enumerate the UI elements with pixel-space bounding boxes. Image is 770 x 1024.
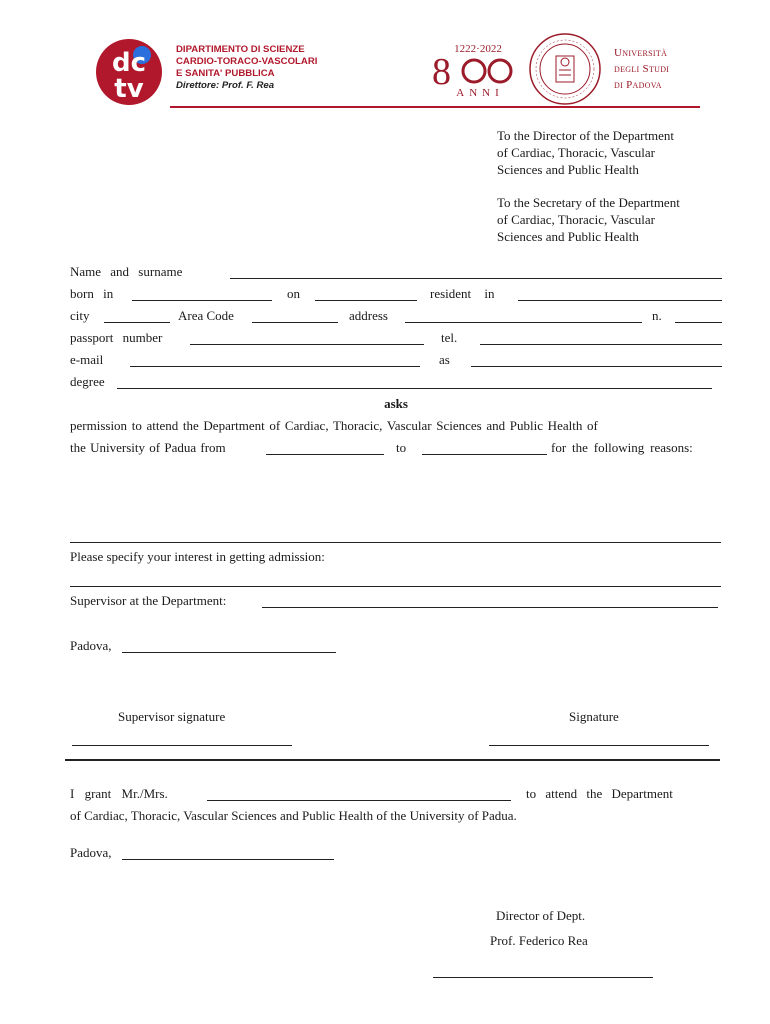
grant-attend-label: to attend the Department (526, 786, 673, 801)
birthdate-field[interactable] (315, 300, 417, 301)
address-field[interactable] (405, 322, 642, 323)
department-logo (95, 38, 163, 106)
secretary-line-2: of Cardiac, Thoracic, Vascular (497, 212, 655, 227)
secretary-line-3: Sciences and Public Health (497, 229, 639, 244)
street-number-field[interactable] (675, 322, 722, 323)
permission-line-1: permission to attend the Department of Cardiac, Thoracic, Vascular Sciences and Public Health of (70, 418, 598, 433)
degree-label: degree (70, 374, 105, 389)
tel-label: tel. (441, 330, 458, 345)
number-label: n. (652, 308, 662, 323)
director-line-1: To the Director of the Department (497, 128, 675, 143)
dept-line-3: E SANITA' PUBBLICA (176, 68, 275, 79)
padova-date-field-2[interactable] (122, 859, 334, 860)
grant-line-2: of Cardiac, Thoracic, Vascular Sciences and Public Health of the University of Padua. (70, 808, 517, 823)
svg-text:tv: tv (114, 74, 144, 104)
padova-label-2: Padova, (70, 845, 112, 860)
supervisor-signature-field[interactable] (72, 745, 292, 746)
to-date-field[interactable] (422, 454, 547, 455)
applicant-signature-field[interactable] (489, 745, 709, 746)
header-divider (170, 106, 700, 108)
secretary-addressee (497, 194, 680, 245)
birthplace-field[interactable] (132, 300, 272, 301)
permission-line-2b: for the following reasons: (551, 440, 693, 455)
permission-line-2a: the University of Padua from (70, 440, 226, 455)
supervisor-field[interactable] (262, 607, 718, 608)
dept-line-1: DIPARTIMENTO DI SCIENZE (176, 44, 305, 55)
born-label: born in (70, 286, 114, 301)
passport-field[interactable] (190, 344, 424, 345)
director-title: Director of Dept. (496, 908, 586, 923)
permission-to-label: to (396, 440, 407, 455)
name-field[interactable] (230, 278, 722, 279)
dept-director: Direttore: Prof. F. Rea (176, 80, 275, 91)
from-date-field[interactable] (266, 454, 384, 455)
secretary-line-1: To the Secretary of the Department (497, 195, 680, 210)
degree-field[interactable] (117, 388, 712, 389)
padova-label-1: Padova, (70, 638, 112, 653)
as-label: as (439, 352, 450, 367)
director-addressee (497, 127, 674, 178)
city-label: city (70, 308, 90, 323)
anniversary-logo (428, 40, 518, 100)
tel-field[interactable] (480, 344, 722, 345)
uni-line-2: degli Studi (614, 63, 670, 75)
director-line-2: of Cardiac, Thoracic, Vascular (497, 145, 655, 160)
area-code-field[interactable] (252, 322, 338, 323)
passport-label: passport number (70, 330, 163, 345)
department-name (176, 44, 317, 92)
padova-date-field-1[interactable] (122, 652, 336, 653)
area-code-label: Area Code (178, 308, 234, 323)
supervisor-label: Supervisor at the Department: (70, 593, 227, 608)
director-name: Prof. Federico Rea (490, 933, 588, 948)
residence-field[interactable] (518, 300, 722, 301)
supervisor-signature-label: Supervisor signature (118, 709, 226, 724)
uni-line-3: di Padova (614, 79, 662, 91)
director-line-3: Sciences and Public Health (497, 162, 639, 177)
svg-text:ANNI: ANNI (456, 87, 504, 99)
svg-text:8: 8 (432, 51, 451, 93)
svg-text:1222·2022: 1222·2022 (454, 43, 502, 55)
director-signature-field[interactable] (433, 977, 653, 978)
on-label: on (287, 286, 300, 301)
uni-line-1: Università (614, 47, 668, 59)
interest-label: Please specify your interest in getting admission: (70, 549, 325, 564)
university-seal (528, 32, 602, 106)
section-divider (65, 759, 720, 761)
university-name (614, 45, 669, 93)
reasons-field[interactable] (70, 542, 721, 543)
asks-heading: asks (384, 396, 408, 411)
email-label: e-mail (70, 352, 104, 367)
resident-label: resident in (430, 286, 495, 301)
signature-label: Signature (569, 709, 619, 724)
dept-line-2: CARDIO-TORACO-VASCOLARI (176, 56, 318, 67)
svg-text:dc: dc (111, 48, 147, 78)
as-field[interactable] (471, 366, 722, 367)
address-label: address (349, 308, 388, 323)
email-field[interactable] (130, 366, 420, 367)
grant-label: I grant Mr./Mrs. (70, 786, 168, 801)
interest-field[interactable] (70, 586, 721, 587)
name-label: Name and surname (70, 264, 183, 279)
city-field[interactable] (104, 322, 170, 323)
grantee-name-field[interactable] (207, 800, 511, 801)
